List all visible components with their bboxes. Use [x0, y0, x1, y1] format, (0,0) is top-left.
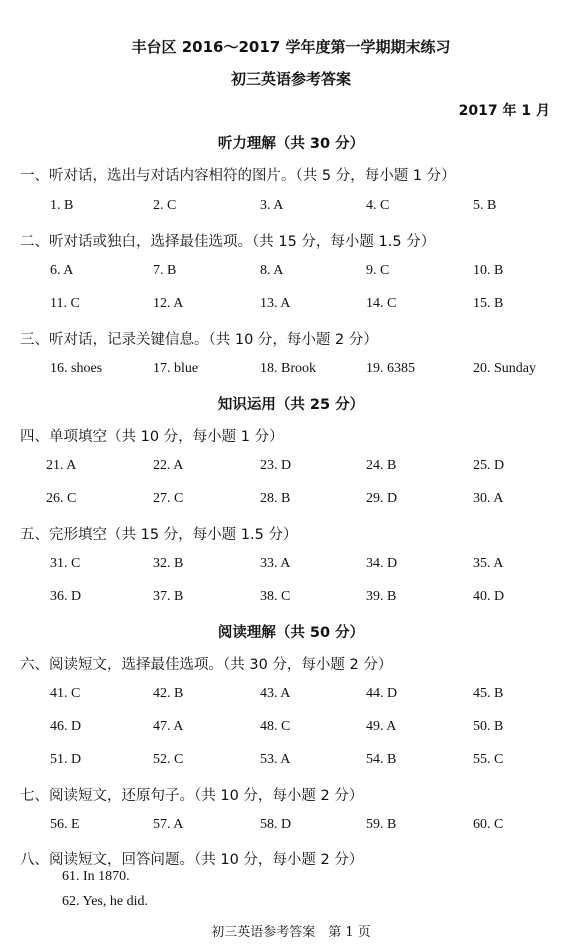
page-footer: 初三英语参考答案 第 1 页 — [211, 925, 371, 940]
answer-item: 60. C — [473, 817, 504, 832]
answer-item: 55. C — [473, 752, 504, 767]
answer-item: 21. A — [46, 458, 77, 473]
answer-item: 37. B — [153, 589, 184, 604]
answer-item: 48. C — [260, 719, 291, 734]
answer-row — [0, 491, 582, 511]
question-label-8: 八、阅读短文，回答问题。（共 10 分，每小题 2 分） — [20, 852, 364, 868]
answer-item: 38. C — [260, 589, 291, 604]
answer-item: 23. D — [260, 458, 292, 473]
answer-item: 12. A — [153, 296, 184, 311]
document-date: 2017 年 1 月 — [458, 103, 550, 119]
answer-item: 52. C — [153, 752, 184, 767]
answer-item: 14. C — [366, 296, 397, 311]
answer-item: 28. B — [260, 491, 291, 506]
answer-item: 10. B — [473, 263, 504, 278]
question-label-4: 四、单项填空（共 10 分，每小题 1 分） — [20, 429, 284, 445]
answer-item: 34. D — [366, 556, 398, 571]
answer-item: 8. A — [260, 263, 284, 278]
section-heading-reading: 阅读理解（共 50 分） — [217, 625, 365, 641]
section-heading-knowledge: 知识运用（共 25 分） — [217, 397, 365, 413]
answer-item: 1. B — [50, 198, 74, 213]
answer-item: 4. C — [366, 198, 390, 213]
answer-row — [0, 296, 582, 316]
answer-item: 33. A — [260, 556, 291, 571]
answer-item: 36. D — [50, 589, 82, 604]
answer-item: 7. B — [153, 263, 177, 278]
answer-item: 6. A — [50, 263, 74, 278]
answer-item: 2. C — [153, 198, 177, 213]
answer-item: 57. A — [153, 817, 184, 832]
answer-row — [0, 686, 582, 706]
answer-item: 61. In 1870. — [62, 869, 130, 884]
answer-item: 46. D — [50, 719, 82, 734]
answer-item: 44. D — [366, 686, 398, 701]
answer-row — [0, 198, 582, 218]
answer-item: 16. shoes — [50, 361, 103, 376]
answer-item: 13. A — [260, 296, 291, 311]
answer-item: 22. A — [153, 458, 184, 473]
answer-item: 18. Brook — [260, 361, 316, 376]
answer-item: 49. A — [366, 719, 397, 734]
question-label-7: 七、阅读短文，还原句子。（共 10 分，每小题 2 分） — [20, 788, 364, 804]
answer-item: 24. B — [366, 458, 397, 473]
answer-item: 41. C — [50, 686, 81, 701]
document-title: 丰台区 2016～2017 学年度第一学期期末练习 — [131, 38, 451, 56]
answer-item: 30. A — [473, 491, 504, 506]
answer-item: 39. B — [366, 589, 397, 604]
answer-item: 59. B — [366, 817, 397, 832]
answer-item: 27. C — [153, 491, 184, 506]
answer-item: 42. B — [153, 686, 184, 701]
answer-row — [0, 556, 582, 576]
answer-item: 15. B — [473, 296, 504, 311]
answer-item: 9. C — [366, 263, 390, 278]
question-label-1: 一、听对话，选出与对话内容相符的图片。（共 5 分，每小题 1 分） — [20, 168, 456, 184]
answer-item: 56. E — [50, 817, 80, 832]
answer-row — [0, 361, 582, 381]
question-label-2: 二、听对话或独白，选择最佳选项。（共 15 分，每小题 1.5 分） — [20, 234, 436, 250]
answer-item: 5. B — [473, 198, 497, 213]
answer-row — [0, 719, 582, 739]
answer-item: 19. 6385 — [366, 361, 415, 376]
answer-item: 25. D — [473, 458, 505, 473]
answer-item: 47. A — [153, 719, 184, 734]
document-subtitle: 初三英语参考答案 — [230, 70, 351, 88]
answer-item: 51. D — [50, 752, 82, 767]
section-heading-listening: 听力理解（共 30 分） — [217, 136, 365, 152]
answer-item: 17. blue — [153, 361, 199, 376]
answer-row — [0, 458, 582, 478]
answer-row — [0, 752, 582, 772]
answer-item: 20. Sunday — [473, 361, 536, 376]
answer-item: 53. A — [260, 752, 291, 767]
question-label-5: 五、完形填空（共 15 分，每小题 1.5 分） — [20, 527, 298, 543]
answer-item: 40. D — [473, 589, 505, 604]
answer-item: 45. B — [473, 686, 504, 701]
answer-item: 62. Yes, he did. — [62, 894, 148, 909]
answer-item: 35. A — [473, 556, 504, 571]
answer-item: 32. B — [153, 556, 184, 571]
answer-row — [0, 817, 582, 837]
answer-item: 3. A — [260, 198, 284, 213]
answer-item: 54. B — [366, 752, 397, 767]
answer-item: 50. B — [473, 719, 504, 734]
answer-row — [0, 263, 582, 283]
answer-row — [0, 589, 582, 609]
answer-item: 26. C — [46, 491, 77, 506]
answer-item: 11. C — [50, 296, 80, 311]
question-label-6: 六、阅读短文，选择最佳选项。（共 30 分，每小题 2 分） — [20, 657, 393, 673]
answer-item: 58. D — [260, 817, 292, 832]
question-label-3: 三、听对话，记录关键信息。（共 10 分，每小题 2 分） — [20, 332, 378, 348]
answer-item: 29. D — [366, 491, 398, 506]
answer-item: 31. C — [50, 556, 81, 571]
answer-item: 43. A — [260, 686, 291, 701]
